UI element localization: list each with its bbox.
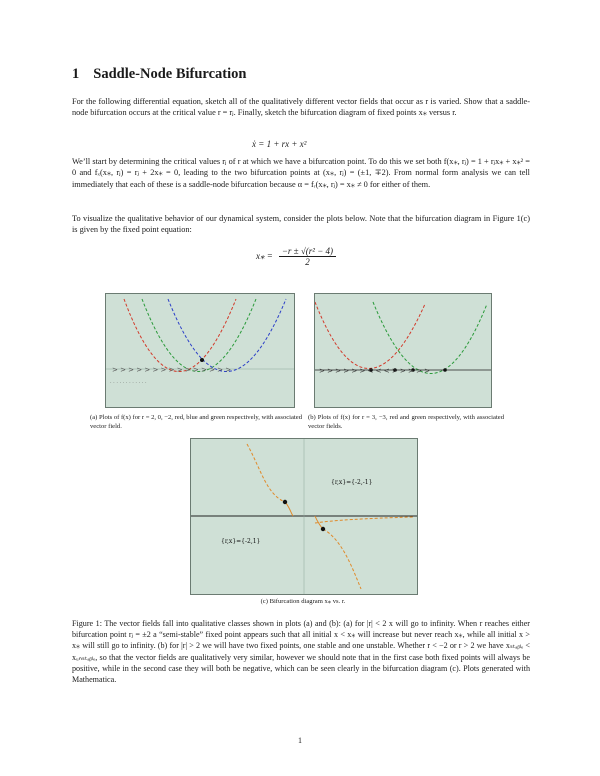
label-bottom: {r,x}={-2,1} bbox=[221, 538, 261, 545]
curve-red-r3 bbox=[315, 302, 425, 369]
svg-text:· · · · · · · ·: · · · · · · · · · · · · bbox=[110, 380, 147, 386]
fixed-point-4 bbox=[443, 368, 447, 372]
vector-arrows: > > > > > > < < < > > > > > bbox=[319, 367, 431, 375]
curve-green-r-neg3 bbox=[373, 302, 487, 374]
ode-equation: ẋ = 1 + rx + x² bbox=[252, 139, 307, 149]
vector-arrows: > > > > > > > > > > > > > > > bbox=[112, 366, 232, 374]
branch-right-lower bbox=[323, 529, 361, 589]
paragraph-visualize: To visualize the qualitative behavior of our dynamical system, consider the plots below. Note that the bifurcation diagram in Figure 1(c) is given by the fixed point equation: bbox=[72, 214, 530, 235]
section-heading bbox=[72, 66, 246, 83]
figure-a-caption: (a) Plots of f(x) for r = 2, 0, −2, red, blue and green respectively, with associated vector field. bbox=[90, 414, 302, 430]
figure-b-caption: (b) Plots of f(x) for r = 3, −3, red and green respectively, with associated vector fields. bbox=[308, 414, 504, 430]
fixed-point-dot bbox=[200, 358, 204, 362]
branch-left-lower bbox=[285, 502, 293, 516]
paragraph-critical-values: We’ll start by determining the critical values rⱼ of r at which we have a bifurcation point. To do this we set both f(x⁎, rⱼ) = 1 + rⱼx⁎ + x⁎² = 0 and fₓ(x⁎, rⱼ) = rⱼ + 2x⁎ = 0, leading to the two bifurcation points at (x⁎, rⱼ) = (±1, ∓2). From normal form analysis we can tell immediately that each of these is a saddle-node bifurcation because α = fᵣ(x⁎, rⱼ) = x⁎ ≠ 0 for either of them. bbox=[72, 157, 530, 189]
fixed-point-numerator: −r ± √(r² − 4) bbox=[279, 246, 336, 257]
section-title: Saddle-Node Bifurcation bbox=[93, 66, 247, 82]
label-top: {r,x}={-2,-1} bbox=[331, 479, 373, 486]
figure-c-caption: (c) Bifurcation diagram x⁎ vs. r. bbox=[260, 598, 346, 605]
figure-1-caption: Figure 1: The vector fields fall into qualitative classes shown in plots (a) and (b): (a) for |r| < 2 x will go to infinity. When r reaches either bifurcation point rⱼ = ±2 a “semi-stable” fixed point appears such that all initial x < x⁎ will increase but never reach x⁎, while all initial x > x⁎ will still go to infinity. (b) for |r| > 2 we will have two fixed points, one stable and one unstable. Whether r < −2 or r > 2 we have xₛₜₐᵦₗₑ < xᵤₙₛₜₐᵦₗₑ, so that the vector fields are qualitatively very similar, however we should note that in the first case both fixed points will always be positive, while in the second case they will both be negative, which can be seen clearly in the bifurcation diagram (c). Plots generated with Mathematica. bbox=[72, 619, 530, 685]
branch-left-upper bbox=[247, 444, 285, 502]
fixed-point-denominator: 2 bbox=[305, 257, 310, 267]
paragraph-intro: For the following differential equation, sketch all of the qualitatively different vector fields that occur as r is varied. Show that a saddle-node bifurcation occurs at the critical value r = rⱼ. Finally, sketch the bifurcation diagram of fixed points x⁎ versus r. bbox=[72, 97, 530, 118]
page-number: 1 bbox=[298, 736, 302, 745]
figure-a-plot bbox=[105, 293, 295, 408]
curve-blue-r0 bbox=[168, 299, 286, 372]
figure-c-plot bbox=[190, 438, 418, 595]
figure-b-plot bbox=[314, 293, 492, 408]
fixed-point-equation bbox=[256, 246, 336, 267]
branch-right-tail bbox=[315, 517, 413, 523]
fixed-point-lhs: x⁎ = bbox=[256, 251, 273, 261]
section-number: 1 bbox=[72, 66, 80, 82]
curve-green-r-neg2 bbox=[142, 299, 256, 372]
bifurcation-point-top bbox=[283, 500, 287, 504]
bifurcation-point-bottom bbox=[321, 527, 325, 531]
curve-red-r2 bbox=[124, 299, 236, 372]
